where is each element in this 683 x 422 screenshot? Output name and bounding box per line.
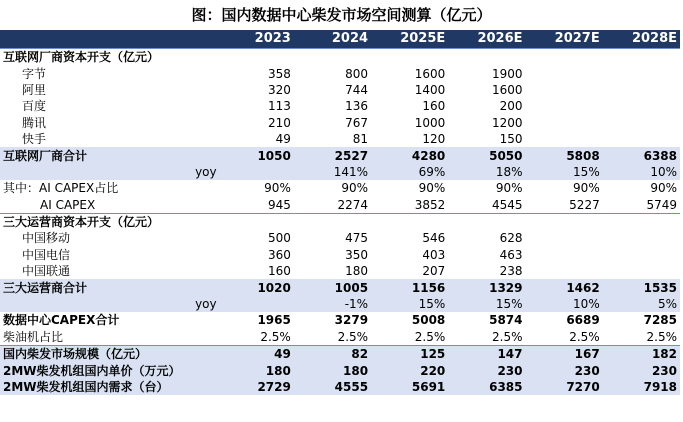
cell-2023: 1020 — [217, 279, 294, 295]
cell-2026e: 200 — [499, 99, 523, 114]
cell-2026e: 1900 — [491, 66, 523, 81]
cell-2028e — [603, 98, 680, 114]
cell-2024: 767 — [345, 115, 369, 130]
header-cell-2025e: 2025E — [371, 30, 448, 49]
cell-2023 — [217, 213, 294, 230]
row-label: 2MW柴发机组国内单价（万元） — [0, 362, 217, 378]
cell-2027e — [526, 115, 603, 131]
cell-2026e: 147 — [448, 346, 525, 363]
cell-2028e: 6388 — [603, 147, 680, 163]
cell-2026e: 90% — [495, 181, 523, 196]
row-label: 中国联通 — [22, 264, 71, 279]
cell-2028e — [603, 213, 680, 230]
row-label: 中国移动 — [22, 231, 71, 246]
row-label: AI CAPEX — [40, 197, 96, 212]
cell-2028e: 2.5% — [646, 329, 677, 344]
cell-2025e: 1400 — [414, 82, 446, 97]
table-row-alibaba — [0, 82, 680, 98]
cell-2024 — [294, 49, 371, 66]
cell-2024: 136 — [345, 99, 369, 114]
cell-2023: 2729 — [217, 379, 294, 395]
cell-2023: 2.5% — [260, 329, 291, 344]
cell-2025e: 4280 — [371, 147, 448, 163]
cell-2028e — [603, 247, 680, 263]
cell-2028e: 7918 — [603, 379, 680, 395]
cell-2024: 350 — [345, 247, 369, 262]
row-label: 字节 — [22, 66, 47, 81]
row-label: 数据中心CAPEX合计 — [3, 313, 120, 328]
cell-2024 — [294, 213, 371, 230]
cell-2027e — [526, 49, 603, 66]
cell-2024: 82 — [294, 346, 371, 363]
table-row-china-mobile — [0, 230, 680, 246]
cell-2027e: 167 — [526, 346, 603, 363]
table-row-kuaishou — [0, 131, 680, 147]
cell-2024: 141% — [294, 164, 371, 180]
cell-2024: 180 — [345, 264, 369, 279]
header-cell-2027e: 2027E — [526, 30, 603, 49]
table-row-telecom-total — [0, 279, 680, 295]
cell-2025e: 5691 — [371, 379, 448, 395]
cell-2027e: 2.5% — [569, 329, 600, 344]
row-label: 互联网厂商资本开支（亿元） — [0, 49, 217, 66]
row-label: 其中：AI CAPEX占比 — [3, 181, 119, 196]
cell-2026e: 18% — [448, 164, 525, 180]
cell-2028e: 230 — [603, 362, 680, 378]
cell-2025e: 220 — [371, 362, 448, 378]
cell-2025e: 1156 — [371, 279, 448, 295]
row-label: 三大运营商资本开支（亿元） — [0, 213, 217, 230]
row-label: 百度 — [22, 99, 47, 114]
cell-2025e: 69% — [371, 164, 448, 180]
table-row-diesel-share — [0, 329, 680, 346]
cell-2027e: 6689 — [566, 313, 600, 328]
cell-2024: 744 — [345, 82, 369, 97]
cell-2025e: 160 — [422, 99, 446, 114]
cell-2026e: 1329 — [448, 279, 525, 295]
cell-2024: 81 — [352, 132, 369, 147]
table-row-internet-capex-header — [0, 49, 680, 66]
cell-2026e: 238 — [499, 264, 523, 279]
cell-2024: 800 — [345, 66, 369, 81]
header-cell-2028e: 2028E — [603, 30, 680, 49]
cell-2027e — [526, 213, 603, 230]
cell-2025e: 90% — [418, 181, 446, 196]
cell-2023 — [217, 296, 294, 312]
cell-2026e: 1600 — [491, 82, 523, 97]
table-row-dc-capex-total — [0, 312, 680, 328]
table-row-bytedance — [0, 65, 680, 81]
cell-2027e — [526, 82, 603, 98]
row-label: yoy — [0, 164, 217, 180]
row-label: 三大运营商合计 — [0, 279, 217, 295]
cell-2026e: 150 — [499, 132, 523, 147]
cell-2027e: 5808 — [526, 147, 603, 163]
table-row-china-telecom — [0, 247, 680, 263]
cell-2028e: 7285 — [643, 313, 677, 328]
table-row-telecom-yoy — [0, 296, 680, 312]
cell-2028e — [603, 263, 680, 279]
cell-2025e — [371, 213, 448, 230]
cell-2024: 1005 — [294, 279, 371, 295]
cell-2024: 3279 — [334, 313, 369, 328]
cell-2026e: 2.5% — [492, 329, 523, 344]
cell-2023: 360 — [267, 247, 291, 262]
cell-2025e: 3852 — [414, 197, 446, 212]
cell-2023: 358 — [267, 66, 291, 81]
cell-2026e: 1200 — [491, 115, 523, 130]
cell-2025e — [371, 49, 448, 66]
cell-2024: 180 — [294, 362, 371, 378]
cell-2028e — [603, 131, 680, 147]
header-row — [0, 30, 680, 49]
row-label: 互联网厂商合计 — [0, 147, 217, 163]
row-label: 腾讯 — [22, 115, 47, 130]
cell-2023: 160 — [267, 264, 291, 279]
cell-2027e — [526, 263, 603, 279]
table-row-unit-price — [0, 362, 680, 378]
cell-2026e — [448, 213, 525, 230]
cell-2027e — [526, 98, 603, 114]
cell-2027e — [526, 230, 603, 246]
cell-2025e: 120 — [422, 132, 446, 147]
cell-2025e: 125 — [371, 346, 448, 363]
cell-2025e: 2.5% — [414, 329, 446, 344]
cell-2025e: 15% — [371, 296, 448, 312]
cell-2028e — [603, 230, 680, 246]
cell-2026e: 6385 — [448, 379, 525, 395]
table-row-ai-capex — [0, 197, 680, 214]
cell-2028e: 90% — [650, 181, 677, 196]
row-label: 快手 — [22, 132, 47, 147]
cell-2027e — [526, 247, 603, 263]
market-estimate-table — [0, 30, 680, 395]
row-label: 阿里 — [22, 82, 47, 97]
cell-2028e — [603, 65, 680, 81]
cell-2024: 475 — [345, 231, 369, 246]
table-row-telecom-capex-header — [0, 213, 680, 230]
cell-2023: 180 — [217, 362, 294, 378]
cell-2028e — [603, 115, 680, 131]
cell-2026e: 4545 — [491, 197, 523, 212]
header-cell-2026e: 2026E — [448, 30, 525, 49]
cell-2027e — [526, 131, 603, 147]
cell-2024: 4555 — [294, 379, 371, 395]
cell-2023: 500 — [267, 231, 291, 246]
cell-2026e: 5874 — [489, 313, 523, 328]
cell-2025e: 546 — [422, 231, 446, 246]
cell-2023: 49 — [217, 346, 294, 363]
cell-2027e: 90% — [573, 181, 600, 196]
cell-2024: 2527 — [294, 147, 371, 163]
cell-2027e: 7270 — [526, 379, 603, 395]
table-row-internet-total — [0, 147, 680, 163]
cell-2027e: 15% — [526, 164, 603, 180]
cell-2023: 49 — [275, 132, 291, 147]
cell-2028e: 1535 — [603, 279, 680, 295]
cell-2028e — [603, 82, 680, 98]
row-label: yoy — [0, 296, 217, 312]
row-label: 中国电信 — [22, 247, 71, 262]
table-row-domestic-demand — [0, 379, 680, 395]
cell-2028e: 10% — [603, 164, 680, 180]
cell-2025e: 403 — [422, 247, 446, 262]
table-row-tencent — [0, 115, 680, 131]
header-cell-2024: 2024 — [294, 30, 371, 49]
cell-2023: 1050 — [217, 147, 294, 163]
table-row-china-unicom — [0, 263, 680, 279]
cell-2023: 113 — [267, 99, 291, 114]
cell-2027e: 1462 — [526, 279, 603, 295]
cell-2027e: 230 — [526, 362, 603, 378]
table-row-baidu — [0, 98, 680, 114]
cell-2025e: 5008 — [411, 313, 446, 328]
header-cell-2023: 2023 — [217, 30, 294, 49]
cell-2023: 210 — [267, 115, 291, 130]
cell-2024: 2.5% — [337, 329, 369, 344]
cell-2025e: 207 — [422, 264, 446, 279]
cell-2027e — [526, 65, 603, 81]
cell-2026e: 628 — [499, 231, 523, 246]
row-label: 国内柴发市场规模（亿元） — [0, 346, 217, 363]
cell-2026e: 15% — [448, 296, 525, 312]
row-label: 柴油机占比 — [3, 329, 64, 344]
table-row-internet-yoy — [0, 164, 680, 180]
cell-2026e: 230 — [448, 362, 525, 378]
cell-2027e: 5227 — [569, 197, 600, 212]
cell-2027e: 10% — [526, 296, 603, 312]
cell-2024: -1% — [294, 296, 371, 312]
cell-2024: 2274 — [337, 197, 369, 212]
page-title: 图：国内数据中心柴发市场空间测算（亿元） — [191, 6, 492, 24]
cell-2025e: 1600 — [414, 66, 446, 81]
row-label: 2MW柴发机组国内需求（台） — [0, 379, 217, 395]
cell-2028e: 182 — [603, 346, 680, 363]
cell-2023: 945 — [267, 197, 291, 212]
cell-2028e — [603, 49, 680, 66]
header-cell-label — [0, 30, 217, 49]
cell-2026e: 463 — [499, 247, 523, 262]
cell-2023: 1965 — [257, 313, 291, 328]
cell-2023 — [217, 49, 294, 66]
cell-2023: 90% — [264, 181, 291, 196]
cell-2024: 90% — [341, 181, 369, 196]
table-row-market-size — [0, 346, 680, 363]
cell-2026e — [448, 49, 525, 66]
cell-2026e: 5050 — [448, 147, 525, 163]
cell-2023 — [217, 164, 294, 180]
table-row-ai-capex-share — [0, 180, 680, 196]
cell-2028e: 5% — [603, 296, 680, 312]
cell-2025e: 1000 — [414, 115, 446, 130]
cell-2023: 320 — [267, 82, 291, 97]
cell-2028e: 5749 — [646, 197, 677, 212]
